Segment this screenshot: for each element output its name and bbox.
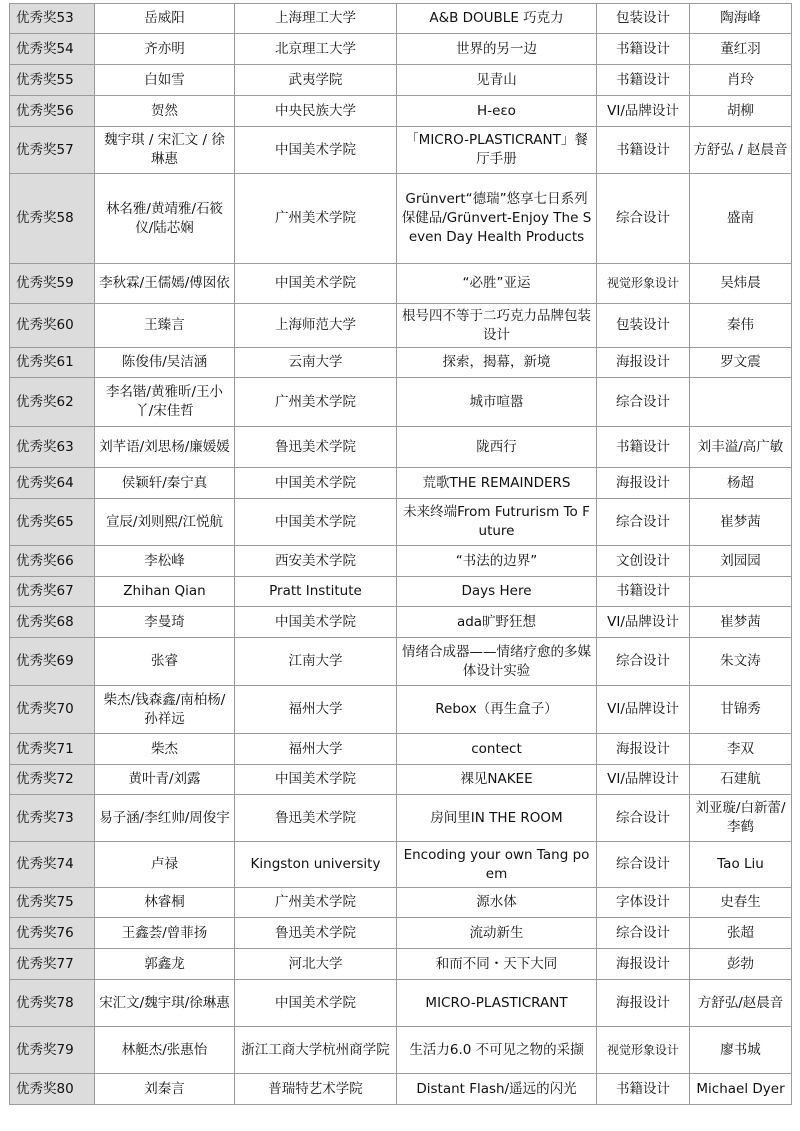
category-cell: 综合设计 [597,378,690,427]
work-title-cell: 荒歌THE REMAINDERS [397,468,597,499]
work-title-cell: MICRO-PLASTICRANT [397,980,597,1027]
advisor-cell: 张超 [690,918,792,949]
category-cell: 包装设计 [597,4,690,34]
category-cell: 书籍设计 [597,427,690,468]
authors-cell: 陈俊伟/吴洁涵 [95,348,235,378]
authors-cell: 张睿 [95,638,235,686]
award-cell: 优秀奖65 [10,499,95,546]
award-cell: 优秀奖75 [10,888,95,918]
advisor-cell: 胡柳 [690,96,792,127]
award-cell: 优秀奖53 [10,4,95,34]
table-row [10,980,792,1027]
school-cell: 鲁迅美术学院 [235,795,397,842]
work-title-cell: 「MICRO-PLASTICRANT」餐厅手册 [397,127,597,174]
work-title-cell: Grünvert“德瑞”悠享七日系列保健品/Grünvert-Enjoy The Seven Day Health Products [397,174,597,264]
category-cell: 书籍设计 [597,34,690,65]
school-cell: 中国美术学院 [235,765,397,795]
authors-cell: 林睿桐 [95,888,235,918]
table-row [10,1074,792,1105]
advisor-cell: 刘园园 [690,546,792,577]
authors-cell: 宣辰/刘则熙/江悦航 [95,499,235,546]
table-row [10,174,792,264]
work-title-cell: A&B DOUBLE 巧克力 [397,4,597,34]
work-title-cell: Distant Flash/遥远的闪光 [397,1074,597,1105]
authors-cell: 黄叶青/刘露 [95,765,235,795]
award-cell: 优秀奖62 [10,378,95,427]
table-row [10,264,792,304]
work-title-cell: 世界的另一边 [397,34,597,65]
award-cell: 优秀奖58 [10,174,95,264]
award-cell: 优秀奖72 [10,765,95,795]
authors-cell: Zhihan Qian [95,577,235,607]
school-cell: 江南大学 [235,638,397,686]
table-row [10,348,792,378]
advisor-cell: 杨超 [690,468,792,499]
advisor-cell: 董红羽 [690,34,792,65]
table-row [10,577,792,607]
authors-cell: 柴杰/钱森鑫/南柏杨/孙祥远 [95,686,235,734]
advisor-cell: 崔梦茜 [690,499,792,546]
work-title-cell: 情绪合成器——情绪疗愈的多媒体设计实验 [397,638,597,686]
advisor-cell: Tao Liu [690,842,792,888]
table-row [10,378,792,427]
authors-cell: 岳威阳 [95,4,235,34]
school-cell: 武夷学院 [235,65,397,96]
work-title-cell: 探索，揭幕，新境 [397,348,597,378]
category-cell: 文创设计 [597,546,690,577]
advisor-cell: Michael Dyer [690,1074,792,1105]
category-cell: VI/品牌设计 [597,686,690,734]
category-cell: 综合设计 [597,918,690,949]
advisor-cell: 刘亚璇/白新蕾/李鹤 [690,795,792,842]
work-title-cell: 房间里IN THE ROOM [397,795,597,842]
school-cell: 鲁迅美术学院 [235,427,397,468]
authors-cell: 李秋霖/王儒嫣/傅囡依 [95,264,235,304]
school-cell: 上海理工大学 [235,4,397,34]
category-cell: 包装设计 [597,304,690,348]
award-cell: 优秀奖59 [10,264,95,304]
category-cell: 海报设计 [597,348,690,378]
table-row [10,888,792,918]
work-title-cell: 裸见NAKEE [397,765,597,795]
work-title-cell: 见青山 [397,65,597,96]
work-title-cell: 未来终端From Futrurism To Future [397,499,597,546]
work-title-cell: 陇西行 [397,427,597,468]
category-cell: 海报设计 [597,468,690,499]
school-cell: 浙江工商大学杭州商学院 [235,1027,397,1074]
category-cell: 书籍设计 [597,577,690,607]
work-title-cell: Encoding your own Tang poem [397,842,597,888]
authors-cell: 贺然 [95,96,235,127]
authors-cell: 李曼琦 [95,607,235,638]
work-title-cell: H-eεo [397,96,597,127]
authors-cell: 易子涵/李红帅/周俊宇 [95,795,235,842]
authors-cell: 齐亦明 [95,34,235,65]
work-title-cell: Days Here [397,577,597,607]
school-cell: 中央民族大学 [235,96,397,127]
work-title-cell: 流动新生 [397,918,597,949]
school-cell: 中国美术学院 [235,127,397,174]
table-row [10,468,792,499]
award-cell: 优秀奖70 [10,686,95,734]
work-title-cell: 和而不同・天下大同 [397,949,597,980]
category-cell: 书籍设计 [597,127,690,174]
advisor-cell: 肖玲 [690,65,792,96]
table-row [10,546,792,577]
school-cell: 云南大学 [235,348,397,378]
table-row [10,34,792,65]
advisor-cell: 崔梦茜 [690,607,792,638]
award-cell: 优秀奖68 [10,607,95,638]
award-cell: 优秀奖78 [10,980,95,1027]
school-cell: Kingston university [235,842,397,888]
category-cell: 海报设计 [597,949,690,980]
work-title-cell: Rebox（再生盒子） [397,686,597,734]
category-cell: 综合设计 [597,174,690,264]
authors-cell: 侯颖轩/秦宁真 [95,468,235,499]
category-cell: VI/品牌设计 [597,96,690,127]
category-cell: 海报设计 [597,980,690,1027]
award-cell: 优秀奖77 [10,949,95,980]
award-cell: 优秀奖73 [10,795,95,842]
advisor-cell: 秦伟 [690,304,792,348]
authors-cell: 李名锴/黄雅昕/王小丫/宋佳哲 [95,378,235,427]
work-title-cell: 城市喧嚣 [397,378,597,427]
work-title-cell: ada旷野狂想 [397,607,597,638]
authors-cell: 王鑫荟/曾菲扬 [95,918,235,949]
award-table-container [9,3,791,1105]
work-title-cell: 根号四不等于二巧克力品牌包装设计 [397,304,597,348]
award-cell: 优秀奖67 [10,577,95,607]
award-cell: 优秀奖71 [10,734,95,765]
authors-cell: 魏宇琪 / 宋汇文 / 徐琳惠 [95,127,235,174]
table-row [10,127,792,174]
advisor-cell: 甘锦秀 [690,686,792,734]
school-cell: 广州美术学院 [235,378,397,427]
work-title-cell: “必胜”亚运 [397,264,597,304]
school-cell: 中国美术学院 [235,607,397,638]
work-title-cell: “书法的边界” [397,546,597,577]
work-title-cell: contect [397,734,597,765]
award-cell: 优秀奖61 [10,348,95,378]
award-cell: 优秀奖60 [10,304,95,348]
school-cell: 福州大学 [235,686,397,734]
category-cell: 视觉形象设计 [597,1027,690,1074]
table-row [10,96,792,127]
category-cell: 综合设计 [597,499,690,546]
award-cell: 优秀奖57 [10,127,95,174]
school-cell: 上海师范大学 [235,304,397,348]
category-cell: 书籍设计 [597,65,690,96]
table-row [10,734,792,765]
table-row [10,686,792,734]
school-cell: 中国美术学院 [235,468,397,499]
category-cell: 综合设计 [597,795,690,842]
award-cell: 优秀奖79 [10,1027,95,1074]
table-row [10,1027,792,1074]
table-row [10,765,792,795]
advisor-cell: 刘丰溢/高广敏 [690,427,792,468]
advisor-cell: 陶海峰 [690,4,792,34]
advisor-cell: 史春生 [690,888,792,918]
award-cell: 优秀奖74 [10,842,95,888]
school-cell: 中国美术学院 [235,499,397,546]
category-cell: 字体设计 [597,888,690,918]
advisor-cell [690,378,792,427]
award-cell: 优秀奖66 [10,546,95,577]
category-cell: 综合设计 [597,842,690,888]
table-row [10,795,792,842]
advisor-cell: 廖书城 [690,1027,792,1074]
advisor-cell: 彭勃 [690,949,792,980]
school-cell: 西安美术学院 [235,546,397,577]
category-cell: VI/品牌设计 [597,607,690,638]
category-cell: 视觉形象设计 [597,264,690,304]
table-row [10,842,792,888]
award-cell: 优秀奖54 [10,34,95,65]
work-title-cell: 源水体 [397,888,597,918]
award-cell: 优秀奖69 [10,638,95,686]
award-table [9,3,792,1105]
table-row [10,65,792,96]
table-row [10,949,792,980]
category-cell: VI/品牌设计 [597,765,690,795]
table-row [10,427,792,468]
school-cell: 福州大学 [235,734,397,765]
award-cell: 优秀奖76 [10,918,95,949]
table-row [10,499,792,546]
authors-cell: 卢禄 [95,842,235,888]
authors-cell: 刘芊语/刘思杨/廉媛媛 [95,427,235,468]
advisor-cell: 罗文震 [690,348,792,378]
advisor-cell: 石建航 [690,765,792,795]
category-cell: 书籍设计 [597,1074,690,1105]
advisor-cell: 吴炜晨 [690,264,792,304]
table-row [10,4,792,34]
school-cell: 中国美术学院 [235,264,397,304]
award-cell: 优秀奖64 [10,468,95,499]
table-row [10,304,792,348]
school-cell: 广州美术学院 [235,174,397,264]
table-row [10,918,792,949]
advisor-cell: 方舒弘/赵晨音 [690,980,792,1027]
advisor-cell [690,577,792,607]
school-cell: 鲁迅美术学院 [235,918,397,949]
award-cell: 优秀奖63 [10,427,95,468]
award-table-body [10,4,792,1105]
work-title-cell: 生活力6.0 不可见之物的采撷 [397,1027,597,1074]
authors-cell: 林艇杰/张惠怡 [95,1027,235,1074]
school-cell: Pratt Institute [235,577,397,607]
school-cell: 北京理工大学 [235,34,397,65]
authors-cell: 郭鑫龙 [95,949,235,980]
category-cell: 海报设计 [597,734,690,765]
advisor-cell: 盛南 [690,174,792,264]
authors-cell: 白如雪 [95,65,235,96]
award-cell: 优秀奖56 [10,96,95,127]
category-cell: 综合设计 [597,638,690,686]
advisor-cell: 朱文涛 [690,638,792,686]
authors-cell: 柴杰 [95,734,235,765]
advisor-cell: 李双 [690,734,792,765]
school-cell: 中国美术学院 [235,980,397,1027]
school-cell: 广州美术学院 [235,888,397,918]
authors-cell: 林名雅/黄靖雅/石筱仪/陆芯娴 [95,174,235,264]
table-row [10,607,792,638]
authors-cell: 宋汇文/魏宇琪/徐琳惠 [95,980,235,1027]
authors-cell: 王臻言 [95,304,235,348]
authors-cell: 刘秦言 [95,1074,235,1105]
authors-cell: 李松峰 [95,546,235,577]
school-cell: 普瑞特艺术学院 [235,1074,397,1105]
school-cell: 河北大学 [235,949,397,980]
award-cell: 优秀奖55 [10,65,95,96]
table-row [10,638,792,686]
advisor-cell: 方舒弘 / 赵晨音 [690,127,792,174]
award-cell: 优秀奖80 [10,1074,95,1105]
